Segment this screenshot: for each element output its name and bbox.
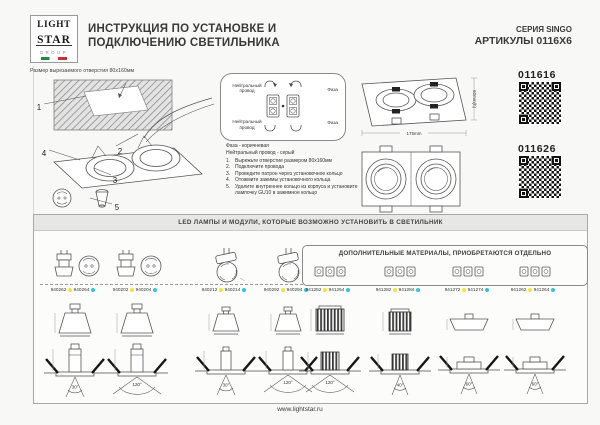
extras-title: ДОПОЛНИТЕЛЬНЫЕ МАТЕРИАЛЫ, ПРИОБРЕТАЮТСЯ ОТДЕЛЬНО <box>338 250 552 257</box>
recessed-cross-section <box>105 339 169 401</box>
driver-icon <box>452 262 484 280</box>
series-label: СЕРИЯ SINGO <box>516 25 572 34</box>
article-code: 941264 <box>533 287 550 292</box>
lamp-article-codes <box>43 287 103 293</box>
lamp-article-codes <box>194 287 254 293</box>
qr-code-011626 <box>519 156 561 198</box>
wiring-diagram-box <box>220 73 346 141</box>
beam-angle: 40° <box>396 382 404 388</box>
article-code: 940294 <box>286 287 303 292</box>
qr-finder-pattern <box>552 156 561 165</box>
lamp-article-codes <box>437 287 497 293</box>
website-url: www.lightstar.ru <box>277 406 323 413</box>
qr-finder-pattern <box>519 115 528 124</box>
cool-white-dot <box>551 288 555 292</box>
warm-white-dot <box>393 288 397 292</box>
neutral-color-note: Нейтральный провод - серый <box>226 149 295 156</box>
part-number: 5 <box>114 203 120 212</box>
qr-finder-pattern <box>519 189 528 198</box>
beam-angle: 30° <box>71 384 79 390</box>
driver-icon <box>519 262 551 280</box>
article-code: 940202 <box>112 287 129 292</box>
neutral-wire-label: Нейтральный провод <box>232 83 262 94</box>
article-code: 941262 <box>510 287 527 292</box>
lamp-article-codes <box>368 287 428 293</box>
height-dimension: 92mm(h) <box>472 89 477 109</box>
warm-white-dot <box>323 288 327 292</box>
article-code: 941272 <box>444 287 461 292</box>
beam-angle: 30° <box>222 382 230 388</box>
logo-word: STAR <box>37 34 71 46</box>
driver-icon <box>384 262 416 280</box>
step-item: 5. Удалите внутреннее кольцо из корпуса и установите лампочку GU10 в зажимное кольцо <box>226 183 358 197</box>
warm-white-dot <box>130 288 134 292</box>
article-code-1: 011616 <box>518 69 557 81</box>
lamp-icon-gu10 <box>43 248 107 282</box>
width-dimension: 175mm <box>406 131 422 136</box>
article-code: 940214 <box>224 287 241 292</box>
cool-white-dot <box>485 288 489 292</box>
beam-angle: 120° <box>325 380 335 385</box>
article-code: 941284 <box>398 287 415 292</box>
terminal-blocks-icon <box>251 77 315 137</box>
mounting-diagram-column <box>298 305 362 399</box>
cool-white-dot <box>346 288 350 292</box>
recessed-cross-section <box>194 337 258 399</box>
mounting-diagram-column <box>503 312 567 398</box>
article-code: 940264 <box>73 287 90 292</box>
part-number: 3 <box>112 176 118 185</box>
lamps-band-title: LED ЛАМПЫ И МОДУЛИ, КОТОРЫЕ ВОЗМОЖНО УСТАНОВИТЬ В СВЕТИЛЬНИК <box>34 215 587 231</box>
fixture-top-view-drawing <box>358 74 480 140</box>
installation-steps <box>226 158 366 196</box>
article-code: 940204 <box>135 287 152 292</box>
warm-white-dot <box>219 288 223 292</box>
mounting-diagram-column <box>368 308 432 399</box>
lamp-icon-angled <box>194 246 258 284</box>
mr16-bulb-icon <box>115 303 159 339</box>
recessed-cross-section <box>43 339 107 401</box>
part-number: 4 <box>41 149 47 158</box>
warm-white-dot <box>528 288 532 292</box>
led-panel-icon <box>446 312 492 336</box>
qr-finder-pattern <box>519 156 528 165</box>
article-code: 941254 <box>328 287 345 292</box>
page-title: ИНСТРУКЦИЯ ПО УСТАНОВКЕ И ПОДКЛЮЧЕНИЮ СВЕТИЛЬНИКА <box>88 23 280 49</box>
recessed-cross-section <box>437 336 501 398</box>
qr-finder-pattern <box>519 82 528 91</box>
mounting-diagram-column <box>437 312 501 398</box>
cutout-size-note: Размер вырезаемого отверстия 80х160мм <box>30 68 135 74</box>
beam-angle: 120° <box>132 382 142 387</box>
article-code-2: 011626 <box>518 143 557 155</box>
article-code: 940292 <box>263 287 280 292</box>
qr-code-011616 <box>519 82 561 124</box>
article-code: 941252 <box>305 287 322 292</box>
cool-white-dot <box>242 288 246 292</box>
mounting-diagram-column <box>194 306 258 399</box>
recessed-cross-section <box>503 336 567 398</box>
logo-flag-stripe <box>41 57 67 60</box>
phase-wire-label: Фаза <box>327 87 338 92</box>
recessed-cross-section <box>298 337 362 399</box>
wire-color-legend <box>226 143 294 156</box>
fixture-front-view-drawing <box>360 142 464 216</box>
step-item: 2. Подключите провода <box>226 164 285 171</box>
article-code: 941282 <box>375 287 392 292</box>
exploded-view-diagram <box>26 76 218 218</box>
part-number: 2 <box>117 147 123 156</box>
cool-white-dot <box>153 288 157 292</box>
driver-icon <box>314 262 346 280</box>
part-number: 1 <box>36 103 42 112</box>
led-module-icon <box>310 305 350 337</box>
step-item: 1. Вырежьте отверстие размером 80х160мм <box>226 158 332 164</box>
cool-white-dot <box>91 288 95 292</box>
lamp-article-codes <box>503 287 563 293</box>
logo-word: LIGHT <box>37 20 71 30</box>
mr16-bulb-icon <box>208 306 244 337</box>
article-code: 940262 <box>50 287 67 292</box>
led-panel-icon <box>512 312 558 336</box>
phase-wire-label: Фаза <box>327 119 338 125</box>
step-item: 3. Проведите патрон через установочное кольцо <box>226 170 343 177</box>
lamp-article-codes <box>298 287 358 293</box>
mounting-diagram-column <box>105 303 169 401</box>
warm-white-dot <box>462 288 466 292</box>
qr-finder-pattern <box>552 82 561 91</box>
articles-label: АРТИКУЛЫ 0116X6 <box>474 35 572 47</box>
mounting-diagram-column <box>43 303 107 401</box>
beam-angle: 60° <box>465 381 473 387</box>
beam-angle: 120° <box>283 380 293 385</box>
article-code: 941274 <box>467 287 484 292</box>
lamp-article-codes <box>105 287 165 293</box>
phase-color-note: Фаза - коричневая <box>226 143 269 149</box>
logo-word: GROUP <box>39 50 69 55</box>
led-module-icon <box>382 308 418 337</box>
step-item: 4. Отожмите зажимы установочного кольца <box>226 177 331 184</box>
warm-white-dot <box>68 288 72 292</box>
lamp-icon-gu10 <box>105 248 169 282</box>
mr16-bulb-icon <box>53 303 97 339</box>
lightstar-logo <box>30 15 78 63</box>
neutral-wire-label: Нейтральный провод <box>232 119 262 130</box>
warm-white-dot <box>281 288 285 292</box>
cool-white-dot <box>416 288 420 292</box>
beam-angle: 60° <box>531 381 539 387</box>
recessed-cross-section <box>368 337 432 399</box>
article-code: 940212 <box>201 287 218 292</box>
